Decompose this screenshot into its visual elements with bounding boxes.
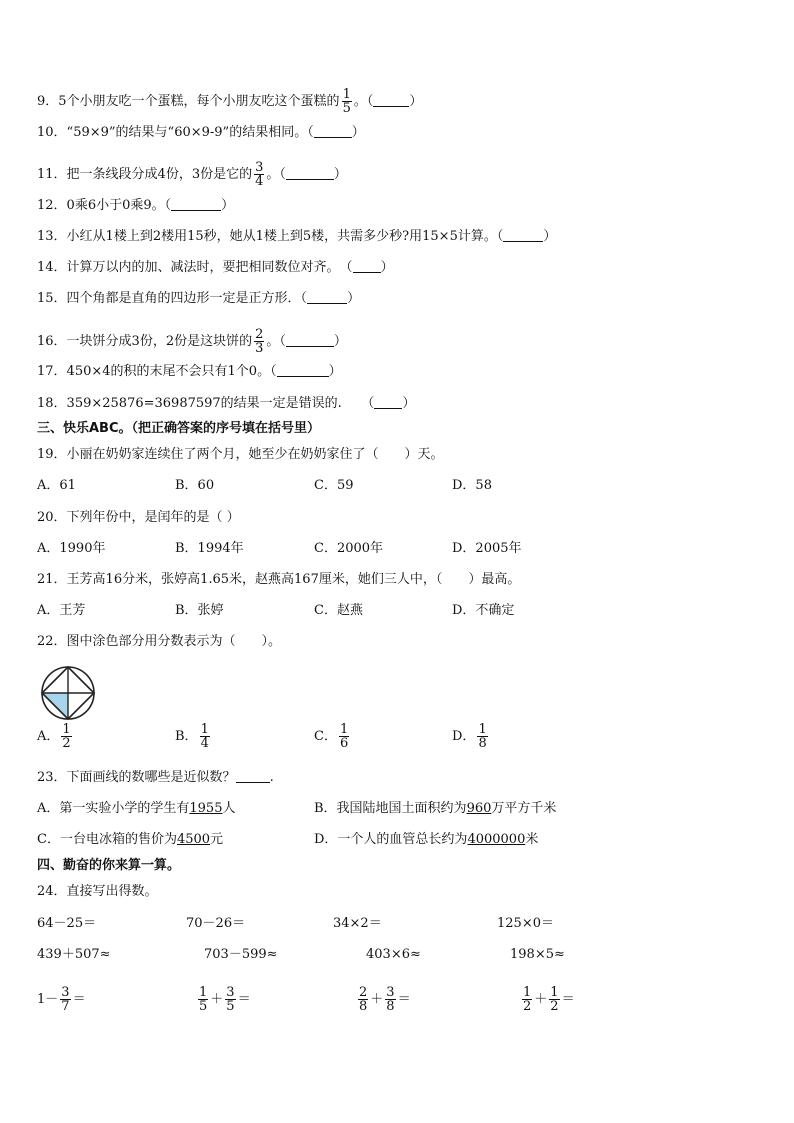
q23-option-b[interactable]: B．我国陆地国土面积约为960万平方千米 (314, 801, 557, 816)
q23-answer-blank[interactable] (236, 770, 270, 783)
q19-option-a[interactable]: A．61 (37, 478, 76, 493)
calc-row1-item3[interactable]: 34×2＝ (333, 916, 382, 931)
circle-square-figure (40, 665, 96, 721)
question-13: 13．小红从1楼上到2楼用15秒，她从1楼上到5楼，共需多少秒?用15×5计算。（ ） (37, 229, 557, 244)
calc-row1-item2[interactable]: 70－26＝ (186, 916, 246, 931)
q24-text: 直接写出得数。 (66, 884, 158, 899)
q9-number: 9． (37, 94, 59, 109)
q22-text: 图中涂色部分用分数表示为（ ）。 (66, 634, 282, 649)
calc-row3-item2[interactable]: $\frac{1}{5}$ ＋ $\frac{3}{5}$ ＝ (199, 985, 251, 1014)
calc-row3-item1[interactable]: 1－ $\frac{3}{7}$ ＝ (37, 985, 86, 1014)
q20-option-c[interactable]: C．2000年 (314, 541, 384, 556)
question-23: 23．下面画线的数哪些是近似数？ . (37, 770, 274, 785)
q18-text: 359×25876=36987597的结果一定是错误的. （ (66, 396, 375, 411)
q22-option-c[interactable]: C． $\frac{1}{6}$ (314, 722, 349, 751)
question-20: 20．下列年份中，是闰年的是（ ） (37, 510, 240, 525)
question-18: 18．359×25876=36987597的结果一定是错误的. （ ） (37, 396, 416, 411)
calc-row2-item4[interactable]: 198×5≈ (510, 947, 565, 962)
question-14: 14．计算万以内的加、减法时，要把相同数位对齐。 （ ） (37, 260, 394, 275)
q10-answer-blank[interactable] (314, 125, 352, 138)
calc-row2-item1[interactable]: 439＋507≈ (37, 947, 111, 962)
question-11: 11．把一条线段分成4份，3份是它的 $\frac{3}{4}$ 。（ ） (37, 160, 347, 189)
q13-answer-blank[interactable] (503, 229, 543, 242)
calc-row3-item4[interactable]: $\frac{1}{2}$ ＋ $\frac{1}{2}$ ＝ (523, 985, 575, 1014)
q11-fraction: $\frac{3}{4}$ (255, 160, 264, 189)
section-4-heading: 四、勤奋的你来算一算。 (37, 858, 181, 873)
question-9: 9．5个小朋友吃一个蛋糕，每个小朋友吃这个蛋糕的 $\frac{1}{5}$ 。（ ） (37, 87, 423, 116)
q9-text: 5个小朋友吃一个蛋糕，每个小朋友吃这个蛋糕的 (58, 94, 340, 109)
question-24: 24．直接写出得数。 (37, 884, 158, 899)
q16-fraction: $\frac{2}{3}$ (255, 327, 264, 356)
question-22: 22．图中涂色部分用分数表示为（ ）。 (37, 634, 282, 649)
question-15: 15．四个角都是直角的四边形一定是正方形．（ ） (37, 291, 361, 306)
q23-option-d[interactable]: D．一个人的血管总长约为4000000米 (314, 832, 539, 847)
q15-answer-blank[interactable] (307, 291, 347, 304)
calc-row2-item2[interactable]: 703－599≈ (204, 947, 278, 962)
q15-text: 四个角都是直角的四边形一定是正方形．（ (66, 291, 308, 306)
section-3-heading: 三、快乐ABC。（把正确答案的序号填在括号里） (37, 421, 321, 436)
q20-text: 下列年份中，是闰年的是（ ） (66, 510, 240, 525)
calc-row1-item4[interactable]: 125×0＝ (497, 916, 554, 931)
question-16: 16．一块饼分成3份，2份是这块饼的 $\frac{2}{3}$ 。（ ） (37, 327, 347, 356)
q10-text: “59×9”的结果与“60×9-9”的结果相同。（ (66, 125, 314, 140)
q16-text: 一块饼分成3份，2份是这块饼的 (66, 334, 253, 349)
q12-answer-blank[interactable] (171, 198, 221, 211)
q22-option-a[interactable]: A． $\frac{1}{2}$ (37, 722, 71, 751)
q14-answer-blank[interactable] (353, 260, 381, 273)
q23-option-a[interactable]: A．第一实验小学的学生有1955人 (37, 801, 236, 816)
q23-text: 下面画线的数哪些是近似数？ (66, 770, 236, 785)
q20-option-b[interactable]: B．1994年 (175, 541, 244, 556)
calc-row3-item3[interactable]: $\frac{2}{8}$ ＋ $\frac{3}{8}$ ＝ (359, 985, 411, 1014)
calc-row1-item1[interactable]: 64－25＝ (37, 916, 97, 931)
q21-option-a[interactable]: A．王芳 (37, 603, 86, 618)
q17-answer-blank[interactable] (277, 364, 329, 377)
q20-option-a[interactable]: A．1990年 (37, 541, 106, 556)
q18-answer-blank[interactable] (374, 396, 402, 409)
q19-option-b[interactable]: B．60 (175, 478, 215, 493)
q21-text: 王芳高16分米，张婷高1.65米，赵燕高167厘米，她们三人中，（ ）最高。 (66, 572, 521, 587)
q22-option-b[interactable]: B． $\frac{1}{4}$ (175, 722, 209, 751)
q11-answer-blank[interactable] (286, 167, 334, 180)
q21-option-b[interactable]: B．张婷 (175, 603, 224, 618)
question-21: 21．王芳高16分米，张婷高1.65米，赵燕高167厘米，她们三人中，（ ）最高。 (37, 572, 521, 587)
q11-text: 把一条线段分成4份，3份是它的 (66, 167, 253, 182)
q16-answer-blank[interactable] (286, 334, 334, 347)
question-17: 17．450×4的积的末尾不会只有1个0。（ ） (37, 364, 342, 379)
q12-text: 0乘6小于0乘9。（ (66, 198, 172, 213)
q20-option-d[interactable]: D．2005年 (452, 541, 522, 556)
calc-row2-item3[interactable]: 403×6≈ (366, 947, 421, 962)
q21-option-d[interactable]: D．不确定 (452, 603, 515, 618)
question-10: 10．“59×9”的结果与“60×9-9”的结果相同。（ ） (37, 125, 365, 140)
question-19: 19．小丽在奶奶家连续住了两个月，她至少在奶奶家住了（ ）天。 (37, 447, 444, 462)
q17-text: 450×4的积的末尾不会只有1个0。（ (66, 364, 277, 379)
q19-option-c[interactable]: C．59 (314, 478, 354, 493)
q9-answer-blank[interactable] (373, 94, 409, 107)
question-12: 12．0乘6小于0乘9。（ ） (37, 198, 235, 213)
q9-fraction: $\frac{1}{5}$ (342, 87, 351, 116)
q22-option-d[interactable]: D． $\frac{1}{8}$ (452, 722, 487, 751)
q19-text: 小丽在奶奶家连续住了两个月，她至少在奶奶家住了（ ）天。 (66, 447, 444, 462)
q21-option-c[interactable]: C．赵燕 (314, 603, 363, 618)
q19-option-d[interactable]: D．58 (452, 478, 492, 493)
q23-option-c[interactable]: C．一台电冰箱的售价为4500元 (37, 832, 224, 847)
q13-text: 小红从1楼上到2楼用15秒，她从1楼上到5楼，共需多少秒?用15×5计算。（ (66, 229, 504, 244)
q14-text: 计算万以内的加、减法时，要把相同数位对齐。 （ (66, 260, 353, 275)
